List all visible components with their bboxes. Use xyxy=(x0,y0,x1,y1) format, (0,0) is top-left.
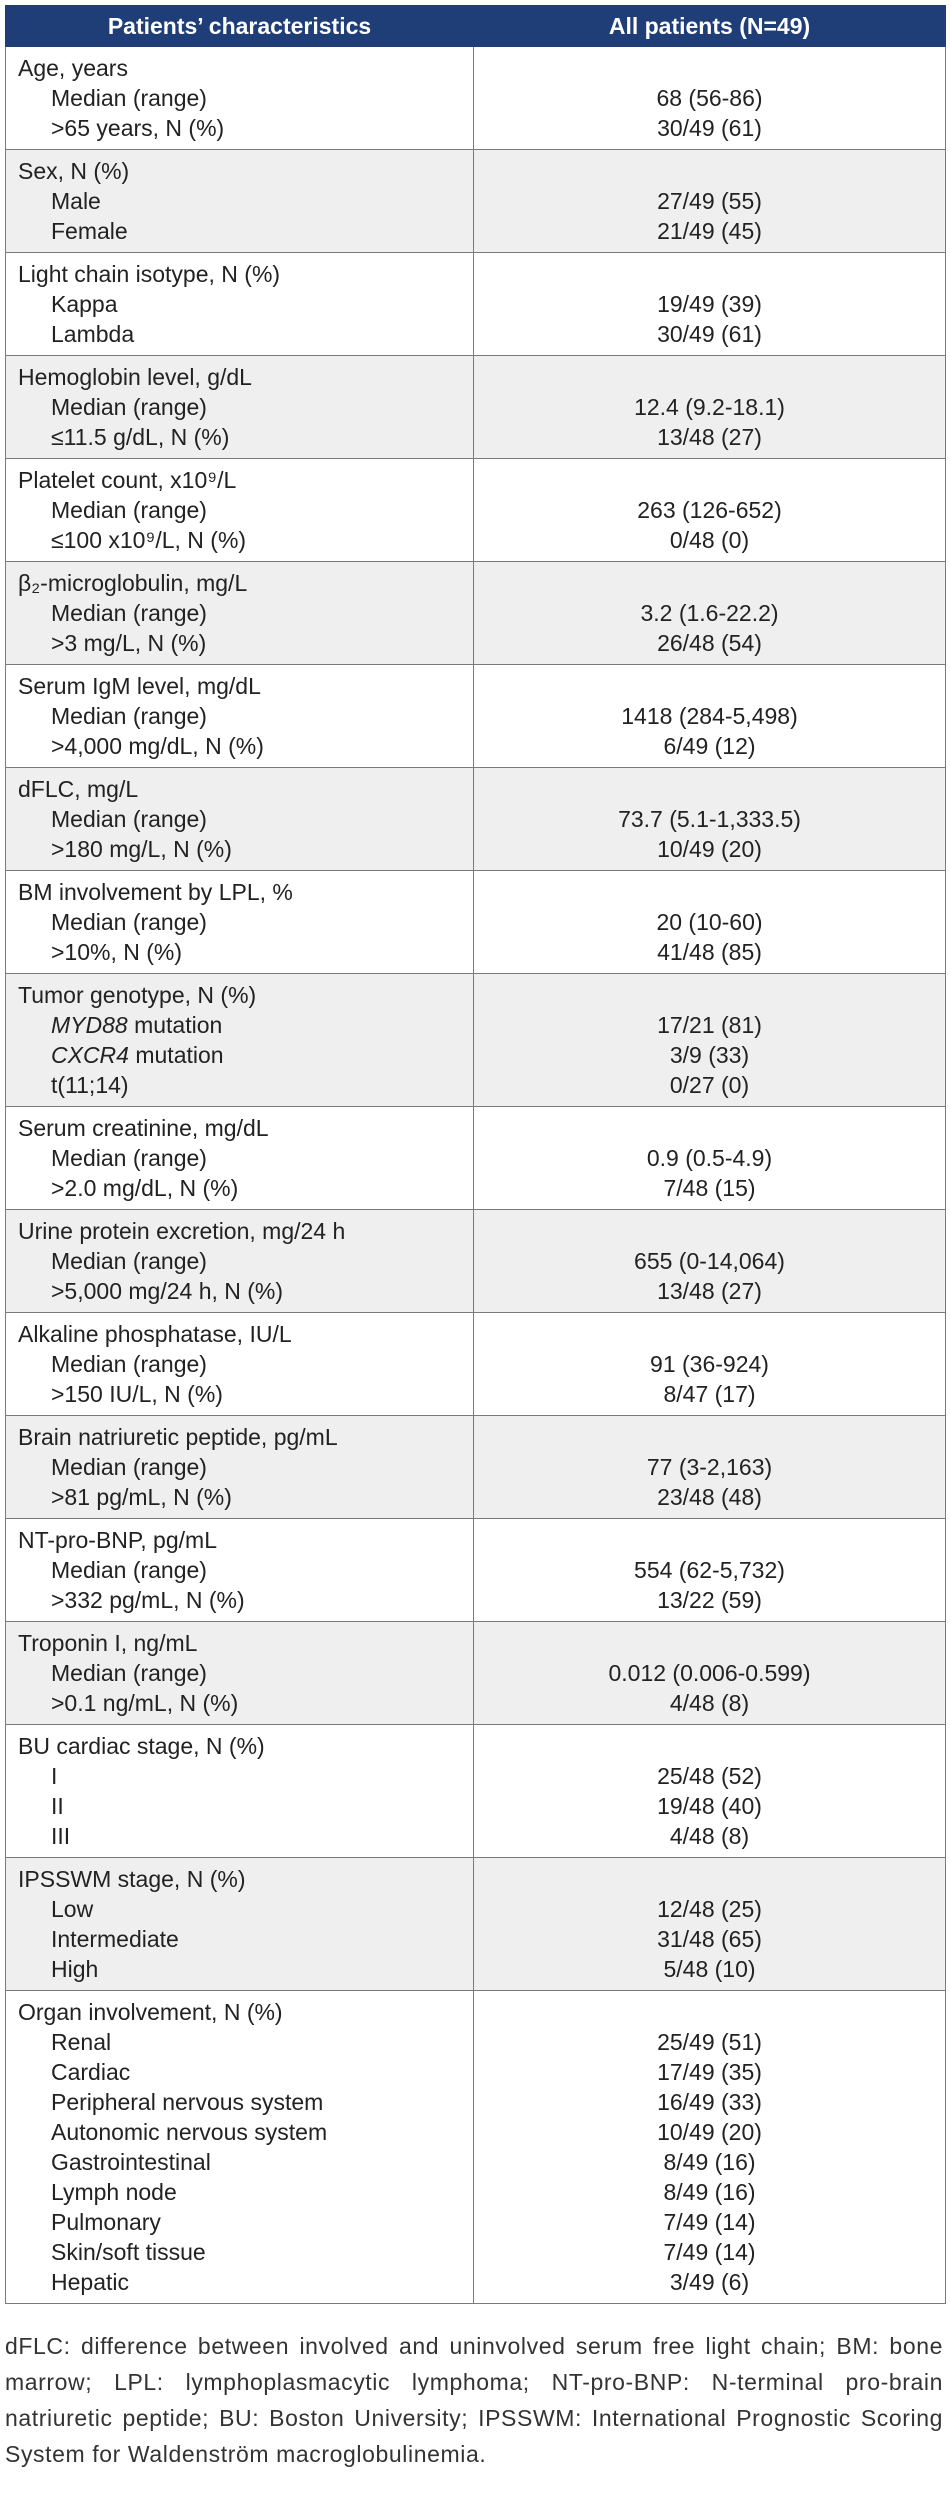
row-title: Urine protein excretion, mg/24 h xyxy=(18,1218,346,1244)
characteristic-cell xyxy=(6,871,474,974)
characteristic-cell xyxy=(6,47,474,150)
value-cell xyxy=(474,871,946,974)
row-title: Organ involvement, N (%) xyxy=(18,1999,283,2025)
sub-item-value: 12.4 (9.2-18.1) xyxy=(634,394,785,420)
value-spacer xyxy=(474,1422,945,1452)
sub-item-label: Hepatic xyxy=(51,2269,129,2295)
sub-item-label: Lambda xyxy=(51,321,135,347)
characteristic-cell xyxy=(6,1622,474,1725)
sub-item-label: Renal xyxy=(51,2029,112,2055)
sub-item-value: 3.2 (1.6-22.2) xyxy=(640,600,779,626)
value-cell xyxy=(474,1107,946,1210)
table-row xyxy=(6,459,946,562)
sub-item-label: Pulmonary xyxy=(51,2209,161,2235)
sub-item-value: 10/49 (20) xyxy=(657,2119,762,2145)
table-row xyxy=(6,1858,946,1991)
value-cell xyxy=(474,1210,946,1313)
row-title: Serum IgM level, mg/dL xyxy=(18,673,261,699)
sub-item-label: >2.0 mg/dL, N (%) xyxy=(51,1175,239,1201)
sub-item-label: Low xyxy=(51,1896,94,1922)
value-spacer xyxy=(474,671,945,701)
sub-item-label xyxy=(18,1010,473,1040)
sub-item-label: Skin/soft tissue xyxy=(51,2239,206,2265)
sub-item-value: 77 (3-2,163) xyxy=(646,1454,773,1480)
patient-characteristics-table xyxy=(5,5,946,2304)
sub-item-value: 41/48 (85) xyxy=(657,939,762,965)
sub-item-value: 655 (0-14,064) xyxy=(634,1248,785,1274)
characteristic-cell xyxy=(6,974,474,1107)
sub-item-label: I xyxy=(51,1763,58,1789)
characteristic-cell xyxy=(6,768,474,871)
sub-item-label: >332 pg/mL, N (%) xyxy=(51,1587,245,1613)
table-row xyxy=(6,768,946,871)
sub-item-label: Median (range) xyxy=(51,909,207,935)
sub-item-value: 19/48 (40) xyxy=(657,1793,762,1819)
value-cell xyxy=(474,1416,946,1519)
characteristic-cell xyxy=(6,1107,474,1210)
table-body xyxy=(6,47,946,2304)
value-cell xyxy=(474,1725,946,1858)
sub-item-value: 13/22 (59) xyxy=(657,1587,762,1613)
sub-item-value: 0/48 (0) xyxy=(669,527,750,553)
row-title: NT-pro-BNP, pg/mL xyxy=(18,1527,217,1553)
sub-item-value: 8/49 (16) xyxy=(663,2149,756,2175)
table-row xyxy=(6,150,946,253)
sub-item-label: Median (range) xyxy=(51,703,207,729)
row-title: Platelet count, x10⁹/L xyxy=(18,467,237,493)
characteristic-cell xyxy=(6,356,474,459)
sub-item-value: 7/48 (15) xyxy=(663,1175,756,1201)
sub-item-value: 30/49 (61) xyxy=(657,115,762,141)
sub-item-label: Peripheral nervous system xyxy=(51,2089,324,2115)
sub-item-label: Median (range) xyxy=(51,600,207,626)
value-cell xyxy=(474,1991,946,2304)
row-title: Age, years xyxy=(18,55,128,81)
value-spacer xyxy=(474,1319,945,1349)
sub-item-label: >0.1 ng/mL, N (%) xyxy=(51,1690,239,1716)
value-spacer xyxy=(474,465,945,495)
characteristic-cell xyxy=(6,562,474,665)
value-spacer xyxy=(474,53,945,83)
sub-item-label: Male xyxy=(51,188,101,214)
value-spacer xyxy=(474,1997,945,2027)
sub-item-value: 31/48 (65) xyxy=(657,1926,762,1952)
value-cell xyxy=(474,459,946,562)
sub-item-value: 91 (36-924) xyxy=(650,1351,769,1377)
value-spacer xyxy=(474,1525,945,1555)
row-title: Sex, N (%) xyxy=(18,158,130,184)
sub-item-value: 23/48 (48) xyxy=(657,1484,762,1510)
gene-name: MYD88 xyxy=(51,1012,128,1038)
sub-item-label: >81 pg/mL, N (%) xyxy=(51,1484,232,1510)
sub-item-label: Median (range) xyxy=(51,1660,207,1686)
sub-item-label: Kappa xyxy=(51,291,118,317)
sub-item-label: III xyxy=(51,1823,71,1849)
characteristic-cell xyxy=(6,1416,474,1519)
sub-item-value: 73.7 (5.1-1,333.5) xyxy=(618,806,801,832)
row-title: Hemoglobin level, g/dL xyxy=(18,364,252,390)
characteristic-cell xyxy=(6,665,474,768)
sub-item-label: Gastrointestinal xyxy=(51,2149,211,2175)
table-row xyxy=(6,1519,946,1622)
table-row xyxy=(6,1416,946,1519)
sub-item-value: 3/49 (6) xyxy=(669,2269,750,2295)
sub-item-value: 263 (126-652) xyxy=(637,497,782,523)
sub-item-value: 0/27 (0) xyxy=(669,1072,750,1098)
table-row xyxy=(6,47,946,150)
sub-item-label: >4,000 mg/dL, N (%) xyxy=(51,733,264,759)
sub-item-value: 21/49 (45) xyxy=(657,218,762,244)
table-footnote: dFLC: difference between involved and uninvolved serum free light chain; BM: bone marrow; LPL: lymphoplasmacytic lymphoma; NT-pro-BNP: N-terminal pro-brain natriuretic peptide; BU: Boston University; IPSSWM: International Prognostic Scoring System for Waldenström macroglobulinemia. xyxy=(5,2333,943,2467)
sub-item-value: 8/49 (16) xyxy=(663,2179,756,2205)
value-spacer xyxy=(474,1864,945,1894)
sub-item-label: >150 IU/L, N (%) xyxy=(51,1381,223,1407)
sub-item-value: 5/48 (10) xyxy=(663,1956,756,1982)
characteristic-cell xyxy=(6,1313,474,1416)
table-row xyxy=(6,974,946,1107)
table-row xyxy=(6,871,946,974)
sub-item-label: t(11;14) xyxy=(51,1072,129,1098)
sub-item-label: Median (range) xyxy=(51,1454,207,1480)
characteristic-cell xyxy=(6,253,474,356)
sub-item-label: II xyxy=(51,1793,64,1819)
sub-item-value: 68 (56-86) xyxy=(656,85,763,111)
row-title: Troponin I, ng/mL xyxy=(18,1630,198,1656)
characteristic-cell xyxy=(6,1210,474,1313)
sub-item-value: 13/48 (27) xyxy=(657,424,762,450)
row-title: Tumor genotype, N (%) xyxy=(18,982,257,1008)
sub-item-label: >10%, N (%) xyxy=(51,939,183,965)
value-spacer xyxy=(474,1216,945,1246)
sub-item-label: ≤11.5 g/dL, N (%) xyxy=(51,424,230,450)
value-spacer xyxy=(474,1731,945,1761)
sub-item-value: 4/48 (8) xyxy=(669,1690,750,1716)
characteristic-cell xyxy=(6,1725,474,1858)
value-cell xyxy=(474,768,946,871)
sub-item-value: 7/49 (14) xyxy=(663,2239,756,2265)
value-spacer xyxy=(474,1113,945,1143)
sub-item-label: Female xyxy=(51,218,128,244)
table-row xyxy=(6,1313,946,1416)
table-row xyxy=(6,1107,946,1210)
sub-item-label-text: mutation xyxy=(127,1012,223,1038)
value-spacer xyxy=(474,362,945,392)
value-cell xyxy=(474,253,946,356)
sub-item-value: 17/49 (35) xyxy=(657,2059,762,2085)
value-cell xyxy=(474,562,946,665)
sub-item-value: 7/49 (14) xyxy=(663,2209,756,2235)
value-spacer xyxy=(474,980,945,1010)
sub-item-label: Median (range) xyxy=(51,1557,207,1583)
sub-item-label: Autonomic nervous system xyxy=(51,2119,328,2145)
sub-item-label xyxy=(18,1040,473,1070)
sub-item-value: 19/49 (39) xyxy=(657,291,762,317)
characteristic-cell xyxy=(6,1858,474,1991)
sub-item-label: >5,000 mg/24 h, N (%) xyxy=(51,1278,284,1304)
sub-item-value: 3/9 (33) xyxy=(669,1042,750,1068)
sub-item-value: 8/47 (17) xyxy=(663,1381,756,1407)
sub-item-label: >65 years, N (%) xyxy=(51,115,225,141)
table-row xyxy=(6,1725,946,1858)
value-cell xyxy=(474,1858,946,1991)
sub-item-value: 16/49 (33) xyxy=(657,2089,762,2115)
sub-item-label: Median (range) xyxy=(51,806,207,832)
value-cell xyxy=(474,974,946,1107)
row-title: Serum creatinine, mg/dL xyxy=(18,1115,269,1141)
sub-item-label: Median (range) xyxy=(51,1351,207,1377)
sub-item-value: 25/49 (51) xyxy=(657,2029,762,2055)
row-title: Brain natriuretic peptide, pg/mL xyxy=(18,1424,338,1450)
header-characteristics: Patients’ characteristics xyxy=(6,6,474,47)
value-cell xyxy=(474,665,946,768)
sub-item-label: Median (range) xyxy=(51,1145,207,1171)
sub-item-value: 4/48 (8) xyxy=(669,1823,750,1849)
sub-item-value: 1418 (284-5,498) xyxy=(621,703,798,729)
characteristic-cell xyxy=(6,1519,474,1622)
sub-item-value: 13/48 (27) xyxy=(657,1278,762,1304)
value-cell xyxy=(474,1519,946,1622)
value-cell xyxy=(474,356,946,459)
sub-item-label: Median (range) xyxy=(51,85,207,111)
sub-item-label: ≤100 x10⁹/L, N (%) xyxy=(51,527,247,553)
table-row xyxy=(6,562,946,665)
value-spacer xyxy=(474,568,945,598)
document-page xyxy=(5,5,945,2495)
row-title: dFLC, mg/L xyxy=(18,776,139,802)
value-spacer xyxy=(474,259,945,289)
value-spacer xyxy=(474,156,945,186)
sub-item-value: 26/48 (54) xyxy=(657,630,762,656)
row-title: IPSSWM stage, N (%) xyxy=(18,1866,246,1892)
sub-item-value: 0.9 (0.5-4.9) xyxy=(646,1145,773,1171)
sub-item-label: >180 mg/L, N (%) xyxy=(51,836,232,862)
characteristic-cell xyxy=(6,1991,474,2304)
sub-item-value: 30/49 (61) xyxy=(657,321,762,347)
table-row xyxy=(6,356,946,459)
sub-item-value: 12/48 (25) xyxy=(657,1896,762,1922)
sub-item-label: Median (range) xyxy=(51,1248,207,1274)
sub-item-label: High xyxy=(51,1956,99,1982)
sub-item-label: Median (range) xyxy=(51,394,207,420)
table-row xyxy=(6,1210,946,1313)
sub-item-label: Median (range) xyxy=(51,497,207,523)
table-row xyxy=(6,665,946,768)
value-cell xyxy=(474,150,946,253)
table-row xyxy=(6,253,946,356)
sub-item-label: Intermediate xyxy=(51,1926,179,1952)
sub-item-value: 554 (62-5,732) xyxy=(634,1557,785,1583)
table-row xyxy=(6,1622,946,1725)
row-title: Light chain isotype, N (%) xyxy=(18,261,281,287)
value-spacer xyxy=(474,774,945,804)
row-title: β₂-microglobulin, mg/L xyxy=(18,570,248,596)
characteristic-cell xyxy=(6,459,474,562)
header-all-patients: All patients (N=49) xyxy=(474,6,946,47)
characteristic-cell xyxy=(6,150,474,253)
sub-item-label-text: mutation xyxy=(128,1042,224,1068)
sub-item-label: Cardiac xyxy=(51,2059,131,2085)
value-spacer xyxy=(474,1628,945,1658)
value-cell xyxy=(474,47,946,150)
sub-item-value: 25/48 (52) xyxy=(657,1763,762,1789)
table-header xyxy=(6,6,946,47)
row-title: BM involvement by LPL, % xyxy=(18,879,293,905)
value-spacer xyxy=(474,877,945,907)
sub-item-value: 17/21 (81) xyxy=(657,1012,762,1038)
sub-item-value: 10/49 (20) xyxy=(657,836,762,862)
sub-item-label: Lymph node xyxy=(51,2179,177,2205)
sub-item-value: 27/49 (55) xyxy=(657,188,762,214)
row-title: Alkaline phosphatase, IU/L xyxy=(18,1321,292,1347)
sub-item-value: 0.012 (0.006-0.599) xyxy=(608,1660,811,1686)
sub-item-value: 6/49 (12) xyxy=(663,733,756,759)
gene-name: CXCR4 xyxy=(51,1042,129,1068)
sub-item-value: 20 (10-60) xyxy=(656,909,763,935)
sub-item-label: >3 mg/L, N (%) xyxy=(51,630,207,656)
table-row xyxy=(6,1991,946,2304)
row-title: BU cardiac stage, N (%) xyxy=(18,1733,265,1759)
value-cell xyxy=(474,1313,946,1416)
value-cell xyxy=(474,1622,946,1725)
